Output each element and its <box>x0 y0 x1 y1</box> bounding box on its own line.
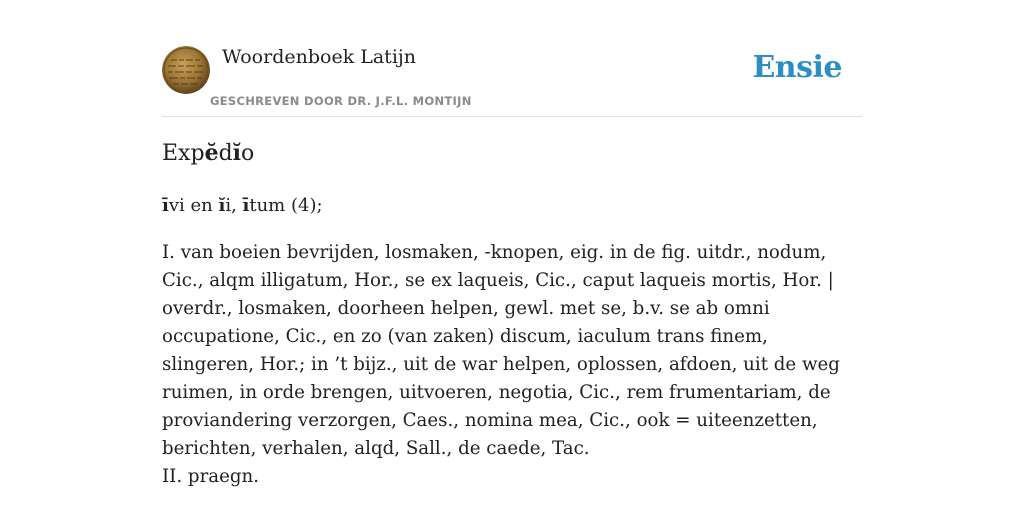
forms-part: ĭ <box>218 195 226 216</box>
headword-part: ĭ <box>232 140 242 166</box>
ensie-logo[interactable]: Ensie <box>752 50 842 85</box>
page <box>162 0 862 512</box>
headword-part: Exp <box>162 141 205 166</box>
forms-part: tum (4); <box>249 195 323 216</box>
headword-part: d <box>218 141 233 166</box>
entry-headword <box>162 140 254 166</box>
book-title[interactable]: Woordenboek Latijn <box>222 46 417 68</box>
forms-part: i, <box>225 195 243 216</box>
headword-part: ĕ <box>204 140 219 166</box>
forms-part: vi en <box>168 195 219 216</box>
entry-principal-parts <box>162 195 323 216</box>
entry-section-2: II. praegn. <box>162 466 260 487</box>
author-byline[interactable]: GESCHREVEN DOOR DR. J.F.L. MONTIJN <box>210 94 472 108</box>
headword-part: o <box>241 141 255 166</box>
header <box>162 46 862 117</box>
entry-definition: I. van boeien bevrijden, losmaken, -knopen, eig. in de fig. uitdr., nodum, Cic., alqm illigatum, Hor., se ex laqueis, Cic., caput laqueis mortis, Hor. | overdr., losmaken, doorheen helpen, gewl. met se, b.v. se ab omni occupatione, Cic., en zo (van zaken) discum, iaculum trans finem, slingeren, Hor.; in ’t bijz., uit de war helpen, oplossen, afdoen, uit de weg ruimen, in orde brengen, uitvoeren, negotia, Cic., rem frumentariam, de proviandering verzorgen, Caes., nomina mea, Cic., ook = uiteenzetten, berichten, verhalen, alqd, Sall., de caede, Tac. <box>162 242 840 459</box>
book-cover-image[interactable] <box>162 46 210 94</box>
forms-part: ī <box>242 195 250 216</box>
latin-inscription-coin-icon <box>162 46 210 94</box>
forms-part: ī <box>162 195 169 216</box>
